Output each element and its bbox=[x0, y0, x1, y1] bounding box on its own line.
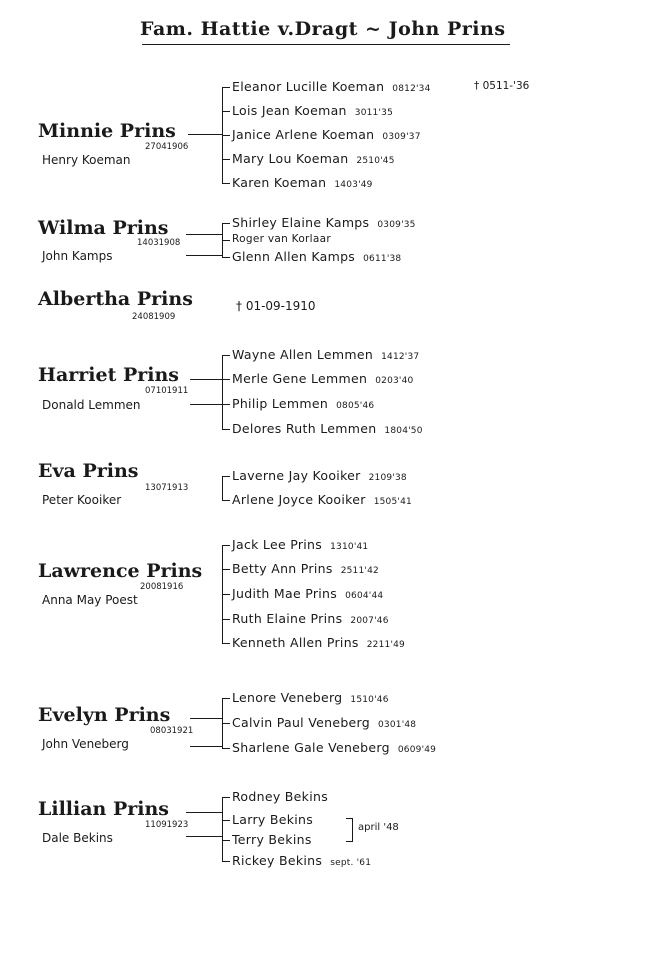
connector-line bbox=[186, 255, 222, 256]
child-tick bbox=[222, 643, 230, 644]
child-name: Delores Ruth Lemmen bbox=[232, 421, 377, 436]
child-tick bbox=[222, 355, 230, 356]
child-tick bbox=[222, 545, 230, 546]
child-date: 1505'41 bbox=[373, 497, 412, 507]
child-date: 1403'49 bbox=[334, 180, 373, 190]
child-name: Roger van Korlaar bbox=[232, 233, 331, 245]
child-name: Eleanor Lucille Koeman bbox=[232, 79, 385, 94]
parent-name: Wilma Prins bbox=[38, 217, 169, 239]
connector-line bbox=[186, 812, 222, 813]
twins-bracket bbox=[346, 818, 353, 842]
page-title: Fam. Hattie v.Dragt ~ John Prins bbox=[140, 18, 506, 40]
children-bracket bbox=[222, 355, 223, 429]
child-date: 2109'38 bbox=[368, 473, 407, 483]
parent-birth-date: 27041906 bbox=[145, 142, 189, 152]
child-tick bbox=[222, 861, 230, 862]
child-tick bbox=[222, 748, 230, 749]
child-tick bbox=[222, 183, 230, 184]
children-bracket bbox=[222, 797, 223, 861]
child-tick bbox=[222, 404, 230, 405]
child-entry bbox=[232, 127, 421, 142]
child-tick bbox=[222, 429, 230, 430]
child-name: Calvin Paul Veneberg bbox=[232, 715, 370, 730]
connector-line bbox=[190, 379, 222, 380]
parent-name: Albertha Prins bbox=[38, 288, 193, 310]
child-date: 0812'34 bbox=[392, 84, 431, 94]
child-name: Terry Bekins bbox=[232, 832, 312, 847]
child-entry bbox=[232, 715, 416, 730]
child-entry bbox=[232, 151, 395, 166]
child-tick bbox=[222, 257, 230, 258]
title-underline bbox=[142, 44, 510, 45]
connector-line bbox=[190, 746, 222, 747]
child-date: 3011'35 bbox=[354, 108, 393, 118]
death-date: † 01-09-1910 bbox=[236, 299, 316, 313]
child-date: sept. '61 bbox=[330, 858, 372, 868]
child-entry bbox=[232, 215, 416, 230]
child-name: Merle Gene Lemmen bbox=[232, 371, 368, 386]
child-name: Janice Arlene Koeman bbox=[232, 127, 375, 142]
child-name: Judith Mae Prins bbox=[232, 586, 338, 601]
child-tick bbox=[222, 840, 230, 841]
parent-birth-date: 07101911 bbox=[145, 386, 189, 396]
child-date: 0203'40 bbox=[375, 376, 414, 386]
child-entry bbox=[232, 492, 412, 507]
child-tick bbox=[222, 379, 230, 380]
child-date: 0301'48 bbox=[378, 720, 417, 730]
parent-name: Minnie Prins bbox=[38, 120, 176, 142]
child-name: Rodney Bekins bbox=[232, 789, 329, 804]
child-tick bbox=[222, 159, 230, 160]
child-tick bbox=[222, 500, 230, 501]
children-bracket bbox=[222, 476, 223, 500]
child-entry bbox=[232, 233, 331, 245]
child-date: 2511'42 bbox=[340, 566, 379, 576]
child-entry bbox=[232, 611, 389, 626]
child-entry bbox=[232, 468, 407, 483]
child-date: 0805'46 bbox=[336, 401, 375, 411]
child-entry bbox=[232, 249, 401, 264]
connector-line bbox=[190, 718, 222, 719]
parent-birth-date: 24081909 bbox=[132, 312, 176, 322]
child-tick bbox=[222, 111, 230, 112]
child-name: Betty Ann Prins bbox=[232, 561, 333, 576]
spouse-name: Anna May Poest bbox=[42, 593, 138, 607]
child-entry bbox=[232, 175, 373, 190]
parent-birth-date: 11091923 bbox=[145, 820, 189, 830]
spouse-name: Donald Lemmen bbox=[42, 398, 141, 412]
child-name: Karen Koeman bbox=[232, 175, 327, 190]
child-tick bbox=[222, 569, 230, 570]
child-tick bbox=[222, 135, 230, 136]
child-tick bbox=[222, 797, 230, 798]
child-entry bbox=[232, 79, 431, 94]
child-name: Glenn Allen Kamps bbox=[232, 249, 356, 264]
child-name: Jack Lee Prins bbox=[232, 537, 323, 552]
parent-birth-date: 13071913 bbox=[145, 483, 189, 493]
child-date: 2007'46 bbox=[350, 616, 389, 626]
child-entry bbox=[232, 103, 393, 118]
parent-birth-date: 20081916 bbox=[140, 582, 184, 592]
child-name: Lenore Veneberg bbox=[232, 690, 343, 705]
death-note: † 0511-'36 bbox=[474, 80, 530, 92]
connector-line bbox=[186, 234, 222, 235]
child-tick bbox=[222, 87, 230, 88]
parent-name: Lillian Prins bbox=[38, 798, 169, 820]
child-date: 2211'49 bbox=[366, 640, 405, 650]
child-tick bbox=[222, 240, 230, 241]
child-name: Wayne Allen Lemmen bbox=[232, 347, 374, 362]
spouse-name: John Veneberg bbox=[42, 737, 129, 751]
child-entry bbox=[232, 537, 368, 552]
twins-date-label: april '48 bbox=[358, 822, 399, 833]
parent-name: Evelyn Prins bbox=[38, 704, 171, 726]
parent-name: Harriet Prins bbox=[38, 364, 180, 386]
child-entry bbox=[232, 561, 379, 576]
spouse-name: John Kamps bbox=[42, 249, 113, 263]
child-date: 1310'41 bbox=[330, 542, 369, 552]
child-entry bbox=[232, 347, 419, 362]
child-name: Philip Lemmen bbox=[232, 396, 329, 411]
child-tick bbox=[222, 476, 230, 477]
child-entry bbox=[232, 690, 389, 705]
child-date: 0609'49 bbox=[397, 745, 437, 755]
parent-birth-date: 08031921 bbox=[150, 726, 194, 736]
child-date: 0604'44 bbox=[345, 591, 384, 601]
child-name: Arlene Joyce Kooiker bbox=[232, 492, 366, 507]
spouse-name: Henry Koeman bbox=[42, 153, 131, 167]
parent-birth-date: 14031908 bbox=[137, 238, 181, 248]
child-tick bbox=[222, 723, 230, 724]
spouse-name: Dale Bekins bbox=[42, 831, 113, 845]
child-entry bbox=[232, 421, 423, 436]
child-date: 1804'50 bbox=[384, 426, 423, 436]
parent-name: Eva Prins bbox=[38, 460, 139, 482]
child-name: Ruth Elaine Prins bbox=[232, 611, 343, 626]
parent-name: Lawrence Prins bbox=[38, 560, 203, 582]
child-name: Shirley Elaine Kamps bbox=[232, 215, 370, 230]
connector-line bbox=[188, 134, 222, 135]
child-tick bbox=[222, 223, 230, 224]
connector-line bbox=[190, 404, 222, 405]
spouse-name: Peter Kooiker bbox=[42, 493, 122, 507]
child-tick bbox=[222, 820, 230, 821]
child-name: Sharlene Gale Veneberg bbox=[232, 740, 390, 755]
child-name: Lois Jean Koeman bbox=[232, 103, 347, 118]
child-date: 0309'37 bbox=[382, 132, 421, 142]
child-name: Laverne Jay Kooiker bbox=[232, 468, 361, 483]
connector-line bbox=[186, 836, 222, 837]
child-entry bbox=[232, 371, 413, 386]
child-tick bbox=[222, 594, 230, 595]
child-tick bbox=[222, 698, 230, 699]
child-entry bbox=[232, 789, 328, 804]
child-entry bbox=[232, 396, 374, 411]
child-tick bbox=[222, 619, 230, 620]
child-date: 1510'46 bbox=[350, 695, 389, 705]
child-name: Mary Lou Koeman bbox=[232, 151, 349, 166]
child-entry bbox=[232, 635, 405, 650]
child-date: 2510'45 bbox=[356, 156, 395, 166]
child-entry bbox=[232, 586, 383, 601]
child-entry bbox=[232, 740, 436, 755]
child-entry bbox=[232, 853, 371, 868]
child-name: Larry Bekins bbox=[232, 812, 314, 827]
child-date: 0611'38 bbox=[363, 254, 402, 264]
child-date: 1412'37 bbox=[381, 352, 420, 362]
child-entry bbox=[232, 812, 313, 827]
child-date: 0309'35 bbox=[377, 220, 416, 230]
child-name: Rickey Bekins bbox=[232, 853, 323, 868]
child-name: Kenneth Allen Prins bbox=[232, 635, 359, 650]
child-entry bbox=[232, 832, 312, 847]
